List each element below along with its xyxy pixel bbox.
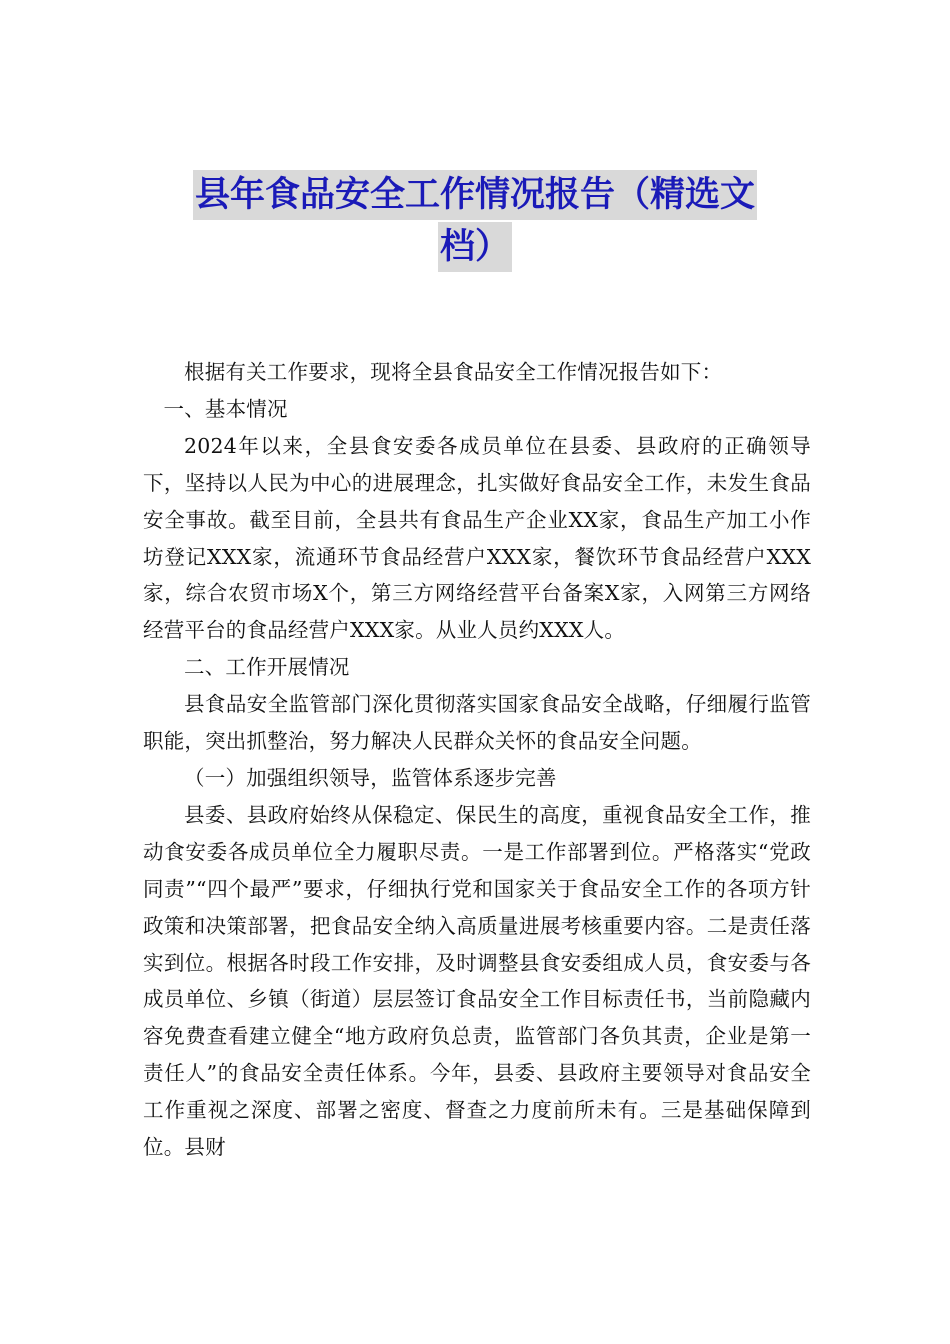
subsection-1-paragraph: 县委、县政府始终从保稳定、保民生的高度，重视食品安全工作，推动食安委各成员单位全力履职尽责。一是工作部署到位。严格落实“党政同责”“四个最严”要求，仔细执行党和国家关于食品安全工作的各项方针政策和决策部署，把食品安全纳入高质量进展考核重要内容。二是责任落实到位。根据各时段工作安排，及时调整县食安委组成人员，食安委与各成员单位、乡镇（街道）层层签订食品安全工作目标责任书，当前隐藏内容免费查看建立健全“地方政府负总责，监管部门各负其责，企业是第一责任人”的食品安全责任体系。今年，县委、县政府主要领导对食品安全工作重视之深度、部署之密度、督查之力度前所未有。三是基础保障到位。县财 (143, 802, 811, 1160)
section-2-paragraph: 县食品安全监管部门深化贯彻落实国家食品安全战略，仔细履行监管职能，突出抓整治，努力解决人民群众关怀的食品安全问题。 (143, 692, 811, 754)
intro-paragraph: 根据有关工作要求，现将全县食品安全工作情况报告如下： (184, 360, 723, 384)
title-line-2: 档） (438, 222, 512, 272)
section-1-paragraph: 2024年以来，全县食安委各成员单位在县委、县政府的正确领导下，坚持以人民为中心的进展理念，扎实做好食品安全工作，未发生食品安全事故。截至目前，全县共有食品生产企业XX家，食品生产加工小作坊登记XXX家，流通环节食品经营户XXX家，餐饮环节食品经营户XXX家，综合农贸市场X个，第三方网络经营平台备案X家，入网第三方网络经营平台的食品经营户XXX家。从业人员约XXX人。 (143, 433, 811, 643)
section-2-heading: 二、工作开展情况 (184, 655, 350, 680)
title-line-1: 县年食品安全工作情况报告（精选文 (193, 170, 757, 220)
document-body (143, 354, 811, 1166)
document-title (140, 170, 810, 274)
section-1-heading: 一、基本情况 (163, 396, 288, 421)
subsection-1-heading: （一）加强组织领导，监管体系逐步完善 (184, 765, 557, 790)
